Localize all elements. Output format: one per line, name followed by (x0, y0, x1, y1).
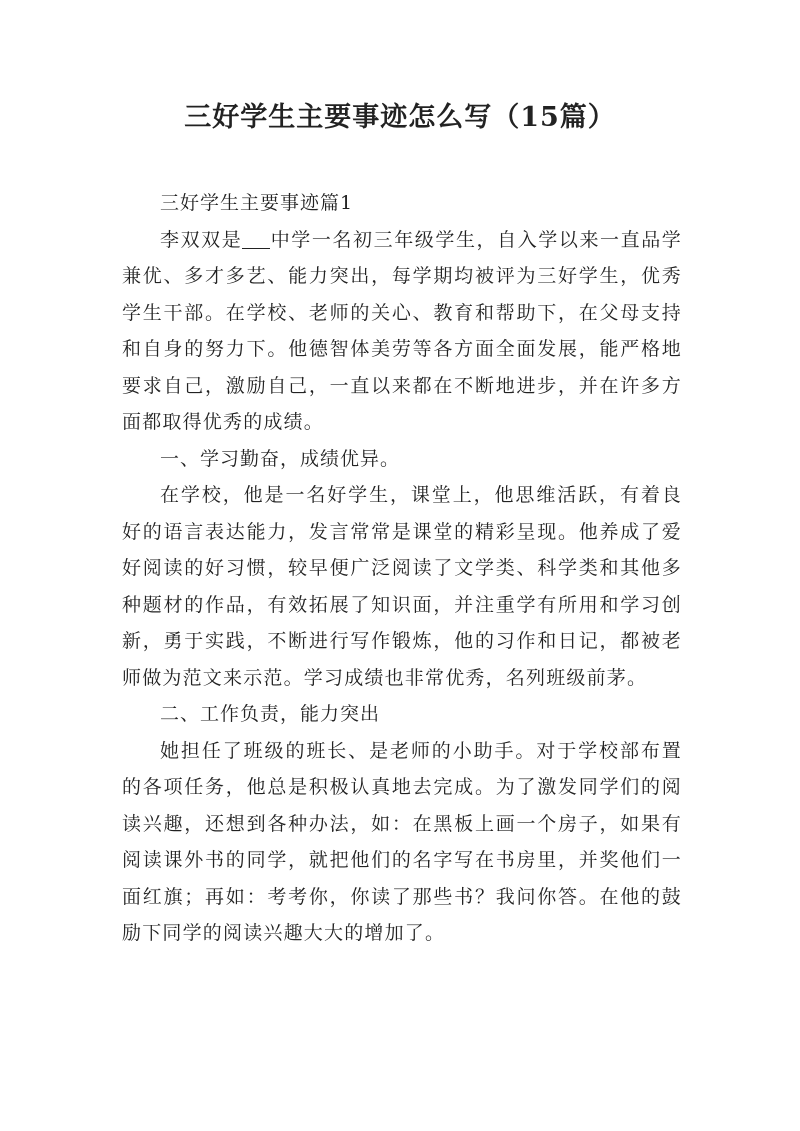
document-body (122, 185, 682, 952)
paragraph-intro-rest: 中学一名初三年级学生，自入学以来一直品学兼优、多才多艺、能力突出，每学期均被评为三好学生，优秀学生干部。在学校、老师的关心、教育和帮助下，在父母支持和自身的努力下。他德智体美劳等各方面全面发展，能严格地要求自己，激励自己，一直以来都在不断地进步，并在许多方面都取得优秀的成绩。 (122, 228, 682, 433)
document-title: 三好学生主要事迹怎么写（15篇） (184, 102, 616, 133)
fill-in-blank (242, 229, 270, 249)
subheading-study: 一、学习勤奋，成绩优异。 (160, 447, 401, 470)
paragraph-work: 她担任了班级的班长、是老师的小助手。对于学校部布置的各项任务，他总是积极认真地去完成。为了激发同学们的阅读兴趣，还想到各种办法，如：在黑板上画一个房子，如果有阅读课外书的同学，就把他们的名字写在书房里，并奖他们一面红旗；再如：考考你，你读了那些书？我问你答。在他的鼓励下同学的阅读兴趣大大的增加了。 (122, 739, 682, 944)
paragraph-intro (122, 222, 682, 441)
section-heading: 三好学生主要事迹篇1 (160, 192, 354, 214)
subheading-work: 二、工作负责，能力突出 (160, 703, 381, 725)
paragraph-study: 在学校，他是一名好学生，课堂上，他思维活跃，有着良好的语言表达能力，发言常常是课堂的精彩呈现。他养成了爱好阅读的好习惯，较早便广泛阅读了文学类、科学类和其他多种题材的作品，有效拓展了知识面，并注重学有所用和学习创新，勇于实践，不断进行写作锻炼，他的习作和日记，都被老师做为范文来示范。学习成绩也非常优秀，名列班级前茅。 (122, 484, 682, 689)
paragraph-intro-start: 李双双是 (160, 228, 243, 251)
